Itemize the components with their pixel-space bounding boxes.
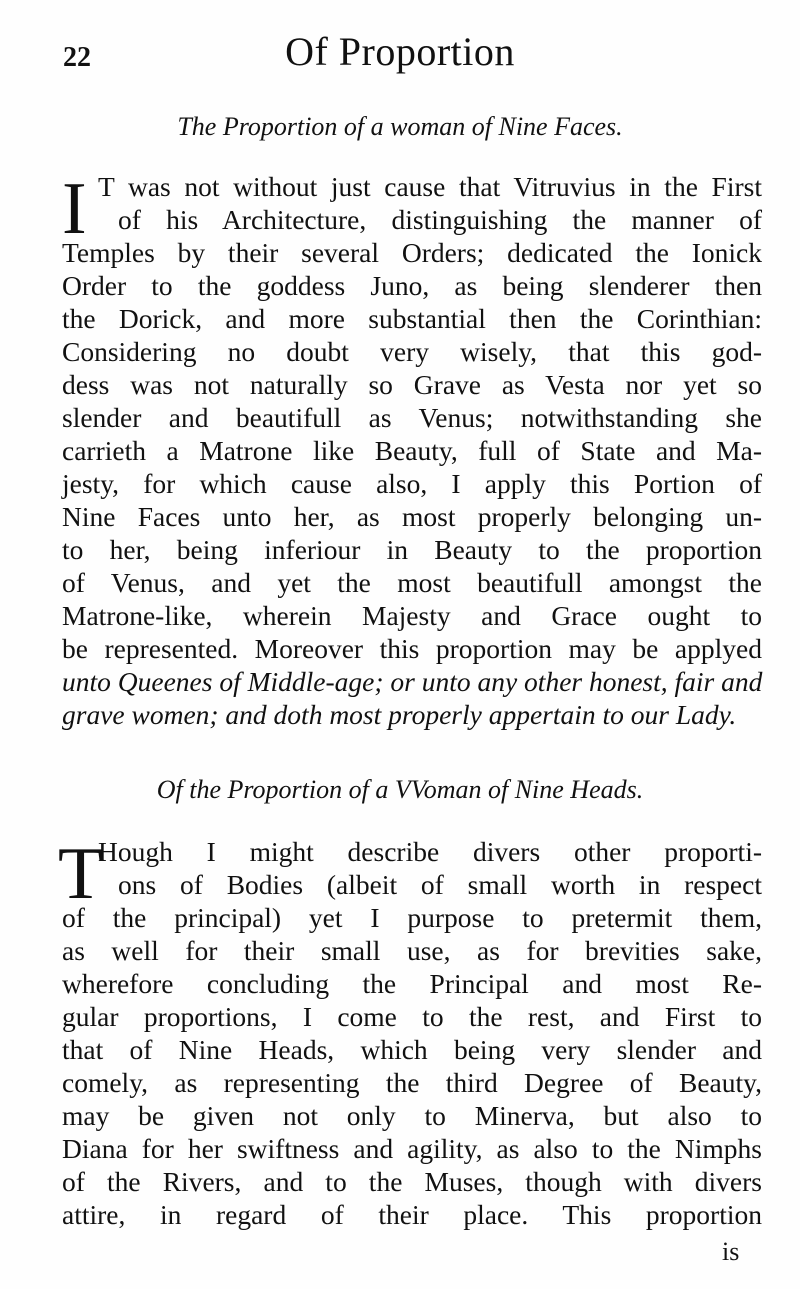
text-line: Nine Faces unto her, as most properly belonging un- bbox=[62, 501, 762, 532]
text-line: comely, as representing the third Degree of Beauty, bbox=[62, 1067, 762, 1098]
text-line: Diana for her swiftness and agility, as also to the Nimphs bbox=[62, 1133, 762, 1164]
section-heading-nine-heads: Of the Proportion of a VVoman of Nine Heads. bbox=[156, 775, 644, 804]
paragraph-nine-heads bbox=[62, 835, 762, 1231]
text-line: to her, being inferiour in Beauty to the proportion bbox=[62, 534, 762, 565]
section-heading-nine-faces: The Proportion of a woman of Nine Faces. bbox=[177, 112, 623, 141]
text-line: unto Queenes of Middle-age; or unto any other honest, fair and bbox=[62, 666, 763, 697]
text-line: ons of Bodies (albeit of small worth in respect bbox=[118, 869, 762, 900]
text-line: of the principal) yet I purpose to pretermit them, bbox=[62, 902, 762, 933]
text-line: wherefore concluding the Principal and most Re- bbox=[62, 968, 762, 999]
drop-cap: T bbox=[58, 833, 104, 915]
text-line: jesty, for which cause also, I apply this Portion of bbox=[62, 468, 762, 499]
text-line: of his Architecture, distinguishing the manner of bbox=[118, 204, 762, 235]
text-line: grave women; and doth most properly appertain to our Lady. bbox=[62, 699, 737, 730]
text-line: be represented. Moreover this proportion may be applyed bbox=[62, 633, 762, 664]
drop-cap: I bbox=[62, 168, 87, 250]
text-line: of the Rivers, and to the Muses, though with divers bbox=[62, 1166, 762, 1197]
text-line: Hough I might describe divers other proporti- bbox=[98, 836, 762, 867]
text-line: T was not without just cause that Vitruvius in the First bbox=[98, 171, 762, 202]
text-line: attire, in regard of their place. This proportion bbox=[62, 1199, 762, 1230]
text-line: Temples by their several Orders; dedicated the Ionick bbox=[62, 237, 762, 268]
page-header bbox=[0, 28, 800, 78]
text-line: slender and beautifull as Venus; notwithstanding she bbox=[62, 402, 762, 433]
text-line: Considering no doubt very wisely, that this god- bbox=[62, 336, 762, 367]
text-line: may be given not only to Minerva, but also to bbox=[62, 1100, 762, 1131]
page-number: 22 bbox=[63, 42, 91, 73]
text-line: Order to the goddess Juno, as being slenderer then bbox=[62, 270, 762, 301]
text-line: dess was not naturally so Grave as Vesta nor yet so bbox=[62, 369, 762, 400]
text-line: carrieth a Matrone like Beauty, full of State and Ma- bbox=[62, 435, 762, 466]
text-line: that of Nine Heads, which being very slender and bbox=[62, 1034, 762, 1065]
running-title: Of Proportion bbox=[285, 29, 515, 74]
text-line: Matrone-like, wherein Majesty and Grace ought to bbox=[62, 600, 762, 631]
text-line: gular proportions, I come to the rest, and First to bbox=[62, 1001, 762, 1032]
text-line: of Venus, and yet the most beautifull amongst the bbox=[62, 567, 762, 598]
catchword: is bbox=[722, 1237, 740, 1266]
text-line: the Dorick, and more substantial then the Corinthian: bbox=[62, 303, 762, 334]
text-line: as well for their small use, as for brevities sake, bbox=[62, 935, 762, 966]
paragraph-nine-faces bbox=[62, 170, 762, 731]
